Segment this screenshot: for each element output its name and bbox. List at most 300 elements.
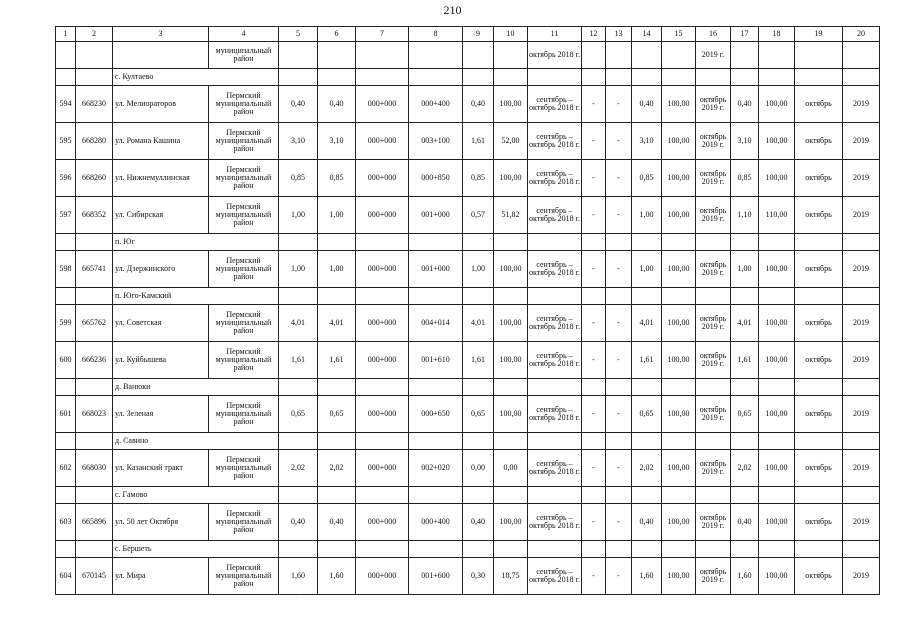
empty-cell <box>731 234 759 251</box>
table-cell-col-16: октябрь 2019 г. <box>696 197 731 234</box>
settlement-row <box>56 379 880 396</box>
table-cell-col-17: 0,85 <box>731 160 759 197</box>
empty-cell <box>76 288 113 305</box>
table-row <box>56 197 880 234</box>
table-cell-col-20: 2019 <box>843 558 880 595</box>
settlement-row <box>56 69 880 86</box>
table-cell-col-3: ул. Романа Кашина <box>113 123 209 160</box>
table-cell-col-1: 602 <box>56 450 76 487</box>
empty-cell <box>606 433 632 450</box>
table-cell-col-9: 1,61 <box>463 342 494 379</box>
empty-cell <box>843 433 880 450</box>
empty-cell <box>632 234 662 251</box>
settlement-row <box>56 234 880 251</box>
table-cell-col-8: 003+100 <box>409 123 463 160</box>
empty-cell <box>318 42 356 69</box>
table-cell-col-19: октябрь <box>795 504 843 541</box>
table-cell-col-10: 100,00 <box>494 160 528 197</box>
empty-cell <box>606 541 632 558</box>
table-cell-col-13: - <box>606 396 632 433</box>
table-cell-col-13: - <box>606 342 632 379</box>
table-cell-col-3: ул. Зеленая <box>113 396 209 433</box>
road-repair-table <box>55 26 880 595</box>
table-cell-col-11: сентябрь – октябрь 2018 г. <box>528 396 582 433</box>
table-cell-col-13: - <box>606 86 632 123</box>
table-cell-col-1: 604 <box>56 558 76 595</box>
table-cell-col-8: 004+014 <box>409 305 463 342</box>
table-cell-col-3: ул. Казанский тракт <box>113 450 209 487</box>
table-cell-col-18: 100,00 <box>759 504 795 541</box>
table-row <box>56 251 880 288</box>
empty-cell <box>606 288 632 305</box>
empty-cell <box>731 541 759 558</box>
empty-cell <box>463 541 494 558</box>
table-cell-col-17: 0,40 <box>731 504 759 541</box>
table-cell-col-18: 100,00 <box>759 123 795 160</box>
table-cell-col-10: 100,00 <box>494 342 528 379</box>
table-cell-col-13: - <box>606 504 632 541</box>
empty-cell <box>731 379 759 396</box>
column-number-20: 20 <box>843 27 880 42</box>
column-number-3: 3 <box>113 27 209 42</box>
table-cell-col-2: 665741 <box>76 251 113 288</box>
table-cell-col-11: сентябрь – октябрь 2018 г. <box>528 251 582 288</box>
empty-cell <box>582 433 606 450</box>
empty-cell <box>582 541 606 558</box>
table-cell-col-19: октябрь <box>795 396 843 433</box>
empty-cell <box>632 379 662 396</box>
table-cell-col-19: октябрь <box>795 160 843 197</box>
table-cell-col-18: 100,00 <box>759 160 795 197</box>
empty-cell <box>731 69 759 86</box>
table-cell-col-20: 2019 <box>843 160 880 197</box>
table-cell-col-9: 0,57 <box>463 197 494 234</box>
table-cell-col-8: 001+600 <box>409 558 463 595</box>
empty-cell <box>279 234 318 251</box>
empty-cell <box>463 379 494 396</box>
empty-cell <box>582 234 606 251</box>
empty-cell <box>759 541 795 558</box>
table-cell-col-7: 000+000 <box>356 450 409 487</box>
table-cell-col-11: сентябрь – октябрь 2018 г. <box>528 504 582 541</box>
table-row <box>56 342 880 379</box>
table-cell-col-16: октябрь 2019 г. <box>696 396 731 433</box>
table-cell-col-8: 000+650 <box>409 396 463 433</box>
empty-cell <box>356 379 409 396</box>
column-number-11: 11 <box>528 27 582 42</box>
table-cell-col-13: - <box>606 558 632 595</box>
empty-cell <box>759 234 795 251</box>
table-cell-col-14: 1,00 <box>632 197 662 234</box>
table-cell-col-16: октябрь 2019 г. <box>696 160 731 197</box>
table-cell-col-11: сентябрь – октябрь 2018 г. <box>528 305 582 342</box>
table-cell-col-9: 1,00 <box>463 251 494 288</box>
table-cell-col-4: Пермский муниципальный район <box>209 342 279 379</box>
table-cell-col-2: 666236 <box>76 342 113 379</box>
table-cell-col-12: - <box>582 197 606 234</box>
empty-cell <box>356 433 409 450</box>
empty-cell <box>795 541 843 558</box>
empty-cell <box>528 288 582 305</box>
table-cell-col-7: 000+000 <box>356 558 409 595</box>
table-cell-col-15: 100,00 <box>662 86 696 123</box>
table-cell-col-1: 595 <box>56 123 76 160</box>
empty-cell <box>356 69 409 86</box>
empty-cell <box>528 234 582 251</box>
table-cell-col-19: октябрь <box>795 342 843 379</box>
settlement-row <box>56 487 880 504</box>
table-row <box>56 160 880 197</box>
table-cell-col-6: 3,10 <box>318 123 356 160</box>
empty-cell <box>494 69 528 86</box>
column-number-13: 13 <box>606 27 632 42</box>
table-cell-col-13: - <box>606 450 632 487</box>
page-number: 210 <box>443 3 462 17</box>
table-cell-col-13: - <box>606 251 632 288</box>
table-cell-col-15: 100,00 <box>662 160 696 197</box>
table-row <box>56 504 880 541</box>
table-row <box>56 123 880 160</box>
column-number-6: 6 <box>318 27 356 42</box>
table-cell-col-4: Пермский муниципальный район <box>209 305 279 342</box>
empty-cell <box>731 487 759 504</box>
table-cell-col-6: 4,01 <box>318 305 356 342</box>
table-cell-col-9: 1,61 <box>463 123 494 160</box>
empty-cell <box>56 69 76 86</box>
empty-cell <box>843 288 880 305</box>
empty-cell <box>662 487 696 504</box>
table-cell-col-14: 0,85 <box>632 160 662 197</box>
table-cell-col-1: 596 <box>56 160 76 197</box>
empty-cell <box>279 487 318 504</box>
empty-cell <box>279 288 318 305</box>
table-cell-col-11: сентябрь – октябрь 2018 г. <box>528 86 582 123</box>
table-cell-col-19: октябрь <box>795 197 843 234</box>
empty-cell <box>759 288 795 305</box>
table-cell-col-15: 100,00 <box>662 450 696 487</box>
table-cell-col-6: 0,65 <box>318 396 356 433</box>
column-number-18: 18 <box>759 27 795 42</box>
column-number-1: 1 <box>56 27 76 42</box>
table-cell-col-1: 594 <box>56 86 76 123</box>
empty-cell <box>279 379 318 396</box>
table-cell-col-13: - <box>606 305 632 342</box>
column-number-2: 2 <box>76 27 113 42</box>
empty-cell <box>494 42 528 69</box>
table-cell-col-11: сентябрь – октябрь 2018 г. <box>528 197 582 234</box>
empty-cell <box>582 379 606 396</box>
table-cell-col-12: - <box>582 504 606 541</box>
table-cell-col-17: 0,65 <box>731 396 759 433</box>
table-cell-col-12: - <box>582 396 606 433</box>
table-cell-col-18: 100,00 <box>759 251 795 288</box>
table-cell-col-5: 0,85 <box>279 160 318 197</box>
table-cell-col-12: - <box>582 123 606 160</box>
empty-cell <box>494 234 528 251</box>
empty-cell <box>843 42 880 69</box>
table-cell-col-16: октябрь 2019 г. <box>696 558 731 595</box>
empty-cell <box>606 42 632 69</box>
table-cell-col-3: ул. Дзержинского <box>113 251 209 288</box>
table-cell-col-19: октябрь <box>795 86 843 123</box>
empty-cell <box>76 234 113 251</box>
table-cell-col-6: 0,85 <box>318 160 356 197</box>
empty-cell <box>582 288 606 305</box>
empty-cell <box>843 487 880 504</box>
table-cell-col-10: 100,00 <box>494 305 528 342</box>
empty-cell <box>795 69 843 86</box>
table-cell-col-18: 100,00 <box>759 86 795 123</box>
empty-cell <box>582 487 606 504</box>
table-cell-col-18: 100,00 <box>759 305 795 342</box>
empty-cell <box>76 379 113 396</box>
empty-cell <box>56 288 76 305</box>
empty-cell <box>843 379 880 396</box>
column-number-4: 4 <box>209 27 279 42</box>
table-cell-col-15: 100,00 <box>662 123 696 160</box>
table-cell-col-18: 100,00 <box>759 450 795 487</box>
table-cell-col-3: ул. Сибирская <box>113 197 209 234</box>
column-number-14: 14 <box>632 27 662 42</box>
table-cell-col-14: 0,65 <box>632 396 662 433</box>
table-cell-col-2: 668030 <box>76 450 113 487</box>
empty-cell <box>113 42 209 69</box>
table-cell-col-16: октябрь 2019 г. <box>696 251 731 288</box>
table-cell-col-3: ул. 50 лет Октября <box>113 504 209 541</box>
empty-cell <box>409 379 463 396</box>
table-cell-col-18: 100,00 <box>759 342 795 379</box>
table-cell-col-20: 2019 <box>843 450 880 487</box>
table-cell-col-5: 0,40 <box>279 504 318 541</box>
empty-cell <box>409 288 463 305</box>
table-cell-col-5: 2,02 <box>279 450 318 487</box>
scan-dot: · <box>498 596 500 602</box>
table-cell-col-10: 100,00 <box>494 396 528 433</box>
table-cell-col-11: сентябрь – октябрь 2018 г. <box>528 160 582 197</box>
table-row <box>56 450 880 487</box>
column-number-5: 5 <box>279 27 318 42</box>
table-cell-col-16: октябрь 2019 г. <box>696 86 731 123</box>
empty-cell <box>318 234 356 251</box>
empty-cell <box>463 288 494 305</box>
empty-cell <box>662 541 696 558</box>
empty-cell <box>843 234 880 251</box>
empty-cell <box>494 433 528 450</box>
table-cell-col-6: 1,60 <box>318 558 356 595</box>
empty-cell <box>494 379 528 396</box>
table-cell-col-20: 2019 <box>843 305 880 342</box>
table-cell-col-5: 4,01 <box>279 305 318 342</box>
empty-cell <box>759 433 795 450</box>
empty-cell <box>731 433 759 450</box>
empty-cell <box>356 42 409 69</box>
empty-cell <box>494 288 528 305</box>
table-cell-col-20: 2019 <box>843 396 880 433</box>
table-cell-col-9: 0,40 <box>463 504 494 541</box>
table-cell-col-4: Пермский муниципальный район <box>209 123 279 160</box>
table-cell-col-16: октябрь 2019 г. <box>696 504 731 541</box>
column-number-16: 16 <box>696 27 731 42</box>
table-cell-col-12: - <box>582 160 606 197</box>
table-cell-col-2: 668352 <box>76 197 113 234</box>
empty-cell <box>606 379 632 396</box>
empty-cell <box>56 541 76 558</box>
empty-cell <box>632 541 662 558</box>
empty-cell <box>662 433 696 450</box>
table-cell-col-18: 110,00 <box>759 197 795 234</box>
table-cell-col-17: 2,02 <box>731 450 759 487</box>
empty-cell <box>606 69 632 86</box>
table-cell-col-6: 0,40 <box>318 504 356 541</box>
table-cell-col-19: октябрь <box>795 123 843 160</box>
empty-cell <box>528 379 582 396</box>
table-cell-col-15: 100,00 <box>662 251 696 288</box>
empty-cell <box>632 288 662 305</box>
empty-cell <box>56 379 76 396</box>
table-row <box>56 558 880 595</box>
table-cell-col-16: октябрь 2019 г. <box>696 123 731 160</box>
settlement-name: с. Култаево <box>113 69 279 86</box>
table-cell-col-4: Пермский муниципальный район <box>209 396 279 433</box>
table-cell-col-7: 000+000 <box>356 396 409 433</box>
table-cell-col-14: 2,02 <box>632 450 662 487</box>
table-cell-col-17: 1,60 <box>731 558 759 595</box>
table-cell-col-14: 4,01 <box>632 305 662 342</box>
empty-cell <box>76 433 113 450</box>
table-cell-col-10: 52,00 <box>494 123 528 160</box>
table-cell-col-9: 0,65 <box>463 396 494 433</box>
table-cell-col-12: - <box>582 86 606 123</box>
table-cell-col-2: 665896 <box>76 504 113 541</box>
scan-dot: · <box>296 596 298 602</box>
table-cell-col-2: 668023 <box>76 396 113 433</box>
empty-cell <box>795 234 843 251</box>
table-cell-col-10: 51,82 <box>494 197 528 234</box>
table-cell-col-13: - <box>606 197 632 234</box>
table-cell-col-12: - <box>582 558 606 595</box>
table-cell-col-20: 2019 <box>843 251 880 288</box>
table-cell-col-3: ул. Советская <box>113 305 209 342</box>
empty-cell <box>528 433 582 450</box>
empty-cell <box>843 69 880 86</box>
empty-cell <box>696 69 731 86</box>
table-cell-col-18: 100,00 <box>759 396 795 433</box>
table-cell-col-14: 1,60 <box>632 558 662 595</box>
table-cell-col-17: 3,10 <box>731 123 759 160</box>
start-date-cell: октябрь 2018 г. <box>528 42 582 69</box>
table-cell-col-16: октябрь 2019 г. <box>696 305 731 342</box>
settlement-name: д. Савино <box>113 433 279 450</box>
table-cell-col-11: сентябрь – октябрь 2018 г. <box>528 342 582 379</box>
table-cell-col-5: 1,00 <box>279 251 318 288</box>
scan-dot: · <box>708 596 710 602</box>
table-cell-col-7: 000+000 <box>356 86 409 123</box>
empty-cell <box>463 42 494 69</box>
empty-cell <box>409 487 463 504</box>
table-cell-col-17: 1,00 <box>731 251 759 288</box>
empty-cell <box>56 42 76 69</box>
table-cell-col-3: ул. Мелиораторов <box>113 86 209 123</box>
table-cell-col-15: 100,00 <box>662 197 696 234</box>
table-cell-col-9: 4,01 <box>463 305 494 342</box>
table-cell-col-19: октябрь <box>795 558 843 595</box>
empty-cell <box>409 234 463 251</box>
table-cell-col-15: 100,00 <box>662 342 696 379</box>
table-cell-col-8: 000+850 <box>409 160 463 197</box>
column-number-7: 7 <box>356 27 409 42</box>
table-cell-col-3: ул. Мира <box>113 558 209 595</box>
empty-cell <box>356 288 409 305</box>
table-cell-col-4: Пермский муниципальный район <box>209 251 279 288</box>
empty-cell <box>662 69 696 86</box>
settlement-row <box>56 541 880 558</box>
table-cell-col-8: 001+610 <box>409 342 463 379</box>
table-cell-col-8: 000+400 <box>409 86 463 123</box>
table-cell-col-14: 3,10 <box>632 123 662 160</box>
column-number-9: 9 <box>463 27 494 42</box>
empty-cell <box>843 541 880 558</box>
table-cell-col-7: 000+000 <box>356 342 409 379</box>
settlement-row <box>56 288 880 305</box>
empty-cell <box>494 487 528 504</box>
empty-cell <box>795 379 843 396</box>
empty-cell <box>279 42 318 69</box>
table-cell-col-5: 1,00 <box>279 197 318 234</box>
table-cell-col-11: сентябрь – октябрь 2018 г. <box>528 123 582 160</box>
table-cell-col-3: ул. Нижнемуллинская <box>113 160 209 197</box>
settlement-row <box>56 433 880 450</box>
empty-cell <box>56 433 76 450</box>
empty-cell <box>356 234 409 251</box>
table-cell-col-20: 2019 <box>843 86 880 123</box>
table-cell-col-17: 4,01 <box>731 305 759 342</box>
empty-cell <box>318 433 356 450</box>
empty-cell <box>696 433 731 450</box>
table-cell-col-10: 100,00 <box>494 504 528 541</box>
empty-cell <box>318 379 356 396</box>
table-cell-col-7: 000+000 <box>356 160 409 197</box>
table-cell-col-18: 100,00 <box>759 558 795 595</box>
empty-cell <box>76 541 113 558</box>
table-cell-col-10: 18,75 <box>494 558 528 595</box>
table-cell-col-10: 100,00 <box>494 251 528 288</box>
table-cell-col-14: 0,40 <box>632 86 662 123</box>
table-cell-col-2: 668280 <box>76 123 113 160</box>
empty-cell <box>318 541 356 558</box>
table-cell-col-15: 100,00 <box>662 305 696 342</box>
empty-cell <box>409 541 463 558</box>
empty-cell <box>279 541 318 558</box>
table-cell-col-4: Пермский муниципальный район <box>209 197 279 234</box>
empty-cell <box>76 487 113 504</box>
table-row <box>56 396 880 433</box>
empty-cell <box>632 433 662 450</box>
table-cell-col-10: 0,00 <box>494 450 528 487</box>
table-cell-col-19: октябрь <box>795 305 843 342</box>
empty-cell <box>494 541 528 558</box>
table-cell-col-11: сентябрь – октябрь 2018 г. <box>528 450 582 487</box>
empty-cell <box>56 487 76 504</box>
empty-cell <box>318 487 356 504</box>
table-cell-col-4: Пермский муниципальный район <box>209 504 279 541</box>
table-cell-col-6: 1,00 <box>318 197 356 234</box>
settlement-name: д. Ванюки <box>113 379 279 396</box>
table-cell-col-7: 000+000 <box>356 504 409 541</box>
empty-cell <box>696 487 731 504</box>
table-cell-col-12: - <box>582 305 606 342</box>
table-cell-col-14: 0,40 <box>632 504 662 541</box>
empty-cell <box>463 433 494 450</box>
